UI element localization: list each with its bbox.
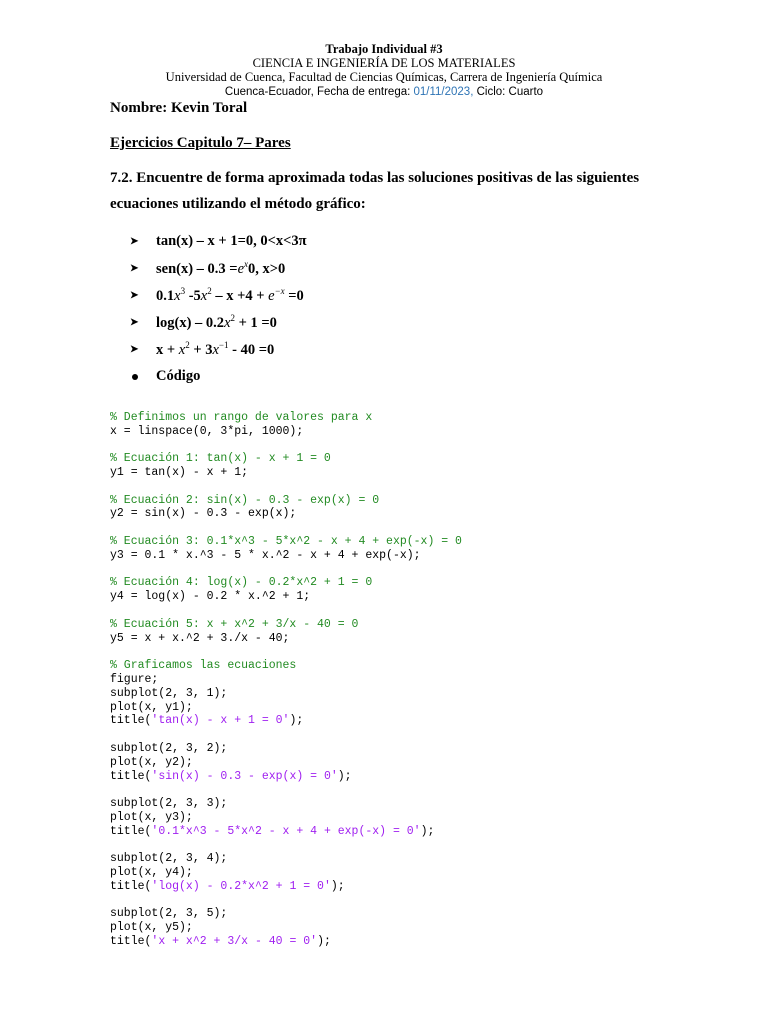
- blank-line: [110, 783, 462, 797]
- delivery-date: 01/11/2023,: [413, 86, 474, 98]
- document-title: Trabajo Individual #3: [325, 42, 443, 56]
- code-block: [110, 397, 462, 976]
- code-line: title('sin(x) - 0.3 - exp(x) = 0');: [110, 769, 352, 783]
- code-line: subplot(2, 3, 3);: [110, 797, 228, 811]
- location-date-line: [0, 85, 768, 99]
- code-line: plot(x, y4);: [110, 866, 193, 880]
- code-line: subplot(2, 3, 4);: [110, 852, 228, 866]
- arrow-bullet-icon: ➤: [130, 290, 139, 301]
- equation-3: $0.1x^3$ $-5x^2 - x +4 + e^{-x} =0$: [156, 286, 304, 304]
- location-prefix: Cuenca-Ecuador, Fecha de entrega:: [224, 86, 414, 98]
- code-line: title('tan(x) - x + 1 = 0');: [110, 714, 304, 728]
- equation-1: tan(x) – x + 1=0, 0<x<3π: [156, 233, 307, 249]
- code-string: 'log(x) - 0.2*x^2 + 1 = 0': [151, 879, 331, 893]
- code-comment: % Graficamos las ecuaciones: [110, 659, 297, 673]
- code-comment: % Ecuación 5: x + x^2 + 3/x - 40 = 0: [110, 617, 359, 631]
- blank-line: [110, 438, 462, 452]
- blank-line: [110, 839, 462, 853]
- code-line: subplot(2, 3, 1);: [110, 686, 228, 700]
- arrow-bullet-icon: ➤: [130, 344, 139, 355]
- section-title: Ejercicios Capitulo 7– Pares: [110, 135, 291, 151]
- question-text-line-2: ecuaciones utilizando el método gráfico:: [110, 196, 366, 212]
- code-comment: % Ecuación 2: sin(x) - 0.3 - exp(x) = 0: [110, 493, 380, 507]
- code-line: plot(x, y1);: [110, 700, 193, 714]
- code-line: y4 = log(x) - 0.2 * x.^2 + 1;: [110, 590, 311, 604]
- code-line: y1 = tan(x) - x + 1;: [110, 465, 249, 479]
- student-name: Nombre: Kevin Toral: [110, 100, 248, 116]
- code-comment: % Definimos un rango de valores para x: [110, 410, 373, 424]
- arrow-bullet-icon: ➤: [130, 236, 139, 247]
- blank-line: [110, 521, 462, 535]
- code-line: subplot(2, 3, 2);: [110, 741, 228, 755]
- code-string: 'tan(x) - x + 1 = 0': [151, 714, 290, 728]
- code-line: y5 = x + x.^2 + 3./x - 40;: [110, 631, 290, 645]
- arrow-bullet-icon: ➤: [130, 317, 139, 328]
- cycle-text: Ciclo: Cuarto: [473, 86, 544, 98]
- equation-2: $sen(x) - 0.3 =e^x0$, x>0: [156, 259, 286, 277]
- code-line: figure;: [110, 672, 159, 686]
- blank-line: [110, 728, 462, 742]
- code-comment: % Ecuación 3: 0.1*x^3 - 5*x^2 - x + 4 + exp(-x) = 0: [110, 534, 462, 548]
- blank-line: [110, 645, 462, 659]
- code-line: y2 = sin(x) - 0.3 - exp(x);: [110, 507, 297, 521]
- code-line: plot(x, y5);: [110, 921, 193, 935]
- code-string: '0.1*x^3 - 5*x^2 - x + 4 + exp(-x) = 0': [151, 824, 421, 838]
- blank-line: [110, 894, 462, 908]
- course-name: CIENCIA E INGENIERÍA DE LOS MATERIALES: [252, 56, 516, 70]
- arrow-bullet-icon: ➤: [130, 263, 139, 274]
- question-text-line-1: 7.2. Encuentre de forma aproximada todas las soluciones positivas de las siguientes: [110, 170, 640, 186]
- code-string: 'sin(x) - 0.3 - exp(x) = 0': [151, 769, 338, 783]
- code-line: title('0.1*x^3 - 5*x^2 - x + 4 + exp(-x) = 0');: [110, 824, 435, 838]
- equation-5: $x + x^2 + 3x^{-1} - 40 =0$: [156, 340, 275, 358]
- code-line: y3 = 0.1 * x.^3 - 5 * x.^2 - x + 4 + exp(-x);: [110, 548, 421, 562]
- code-string: 'x + x^2 + 3/x - 40 = 0': [151, 935, 318, 949]
- code-line: x = linspace(0, 3*pi, 1000);: [110, 424, 304, 438]
- code-line: plot(x, y2);: [110, 755, 193, 769]
- equation-4: $\log(x) - 0.2x^2 + 1 =0$: [156, 313, 277, 331]
- code-comment: % Ecuación 1: tan(x) - x + 1 = 0: [110, 452, 331, 466]
- blank-line: [110, 480, 462, 494]
- code-label: Código: [156, 368, 201, 384]
- dot-bullet-icon: [132, 374, 138, 380]
- code-line: subplot(2, 3, 5);: [110, 907, 228, 921]
- blank-line: [110, 604, 462, 618]
- code-comment: % Ecuación 4: log(x) - 0.2*x^2 + 1 = 0: [110, 576, 373, 590]
- blank-line: [110, 563, 462, 577]
- university-line: Universidad de Cuenca, Facultad de Ciencias Químicas, Carrera de Ingeniería Química: [165, 70, 603, 84]
- code-line: title('x + x^2 + 3/x - 40 = 0');: [110, 935, 331, 949]
- code-line: plot(x, y3);: [110, 810, 193, 824]
- code-line: title('log(x) - 0.2*x^2 + 1 = 0');: [110, 879, 345, 893]
